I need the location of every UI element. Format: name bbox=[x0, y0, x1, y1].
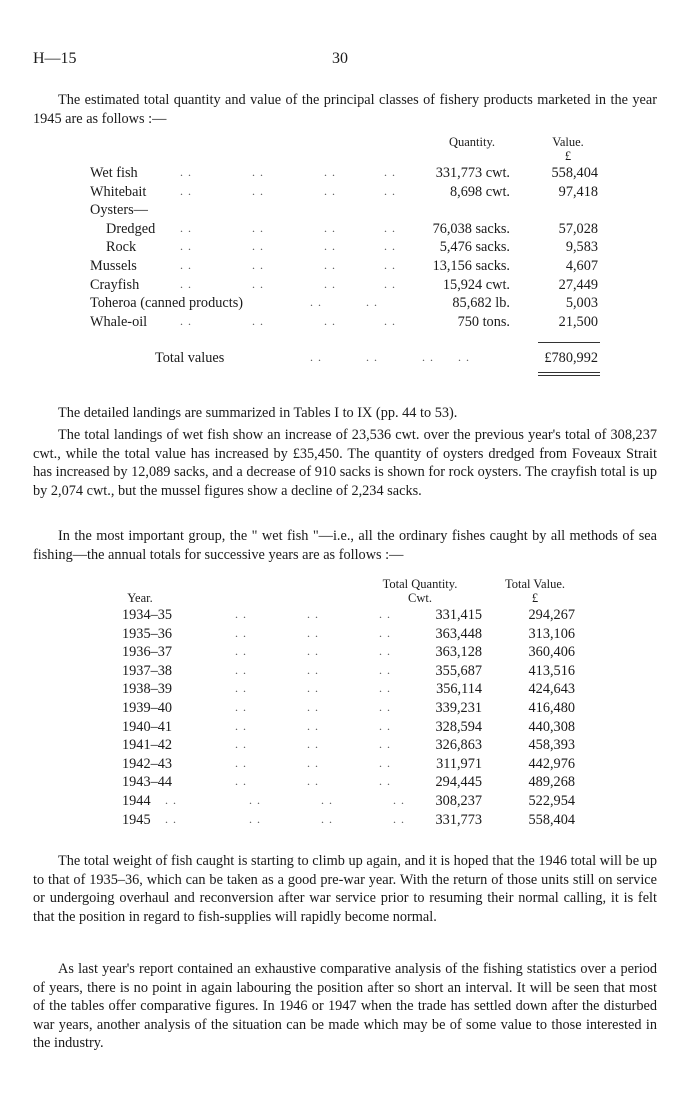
product-value: 4,607 bbox=[565, 258, 598, 274]
leader-dots: . . . . . . . . bbox=[180, 313, 396, 328]
product-label: Mussels bbox=[90, 258, 137, 274]
product-quantity: 331,773 cwt. bbox=[435, 165, 510, 181]
col-total-quantity-header: Total Quantity. bbox=[382, 577, 458, 591]
year-value: 360,406 bbox=[528, 644, 575, 661]
detailed-landings-paragraph bbox=[33, 404, 657, 423]
product-value: 21,500 bbox=[558, 313, 598, 330]
total-label: Total values bbox=[155, 350, 225, 366]
analysis-text: As last year's report contained an exhaustive comparative analysis of the fishing statistics over a period of years, there is no point in again labouring the position after so short an interval. It will be seen that most of the tables offer comparative figures. In 1946 or 1947 when the trade has settled down after the disturbed war years, another analysis of the situation can be made which may be of some value to those interested in the industry. bbox=[33, 961, 657, 1052]
year-row bbox=[110, 663, 610, 681]
leader-dots: . . . . . . . . bbox=[165, 811, 405, 826]
leader-dots: . . . . . . . . bbox=[180, 183, 396, 198]
leader-dots: . . . . . . bbox=[235, 737, 391, 752]
year-label: 1945 bbox=[122, 811, 151, 828]
year-value: 424,643 bbox=[528, 681, 575, 698]
year-row bbox=[110, 607, 610, 625]
leader-dots: . . . . . . bbox=[235, 755, 391, 770]
wet-fish-paragraph bbox=[33, 527, 657, 564]
total-value: £780,992 bbox=[544, 350, 598, 366]
year-label: 1937–38 bbox=[122, 662, 173, 679]
year-row bbox=[110, 756, 610, 774]
product-value: 57,028 bbox=[558, 220, 598, 237]
product-value: 558,404 bbox=[551, 165, 598, 181]
leader-dots: . . . . . . bbox=[235, 774, 391, 789]
leader-dots: . . . . . . . . bbox=[165, 793, 405, 807]
product-label: Dredged bbox=[106, 220, 156, 237]
year-value: 558,404 bbox=[528, 811, 575, 828]
year-quantity: 331,773 bbox=[435, 811, 482, 828]
year-label: 1942–43 bbox=[122, 755, 173, 772]
year-label: 1940–41 bbox=[122, 718, 173, 735]
product-row bbox=[90, 277, 610, 295]
year-quantity: 331,415 bbox=[435, 607, 482, 623]
product-value: 97,418 bbox=[558, 183, 598, 200]
year-row bbox=[110, 681, 610, 699]
weight-paragraph bbox=[33, 852, 657, 926]
col-total-value-header: Total Value. bbox=[505, 577, 565, 591]
year-row bbox=[110, 737, 610, 755]
product-label: Crayfish bbox=[90, 276, 140, 293]
year-value: 416,480 bbox=[528, 700, 575, 716]
product-quantity: 750 tons. bbox=[457, 313, 510, 330]
product-row bbox=[90, 314, 610, 332]
product-quantity: 76,038 sacks. bbox=[432, 220, 510, 237]
year-quantity: 363,448 bbox=[435, 625, 482, 642]
intro-paragraph bbox=[33, 91, 657, 128]
product-label: Whitebait bbox=[90, 183, 147, 200]
year-quantity: 311,971 bbox=[436, 755, 482, 772]
product-quantity: 85,682 lb. bbox=[452, 295, 510, 312]
total-landings-paragraph bbox=[33, 426, 657, 500]
leader-dots: . . . . bbox=[310, 295, 378, 310]
product-quantity: 8,698 cwt. bbox=[450, 183, 510, 200]
year-value: 440,308 bbox=[528, 718, 575, 735]
product-value: 9,583 bbox=[565, 239, 598, 256]
product-row bbox=[90, 258, 610, 276]
product-label: Toheroa (canned products) bbox=[90, 295, 244, 312]
year-value: 313,106 bbox=[528, 625, 575, 642]
leader-dots: . . . . . . . . bbox=[310, 350, 470, 364]
product-row bbox=[90, 184, 610, 202]
leader-dots: . . . . . . . . bbox=[180, 165, 396, 179]
leader-dots: . . . . . . . . bbox=[180, 258, 396, 272]
leader-dots: . . . . . . . . bbox=[180, 276, 396, 291]
detailed-landings-text: The detailed landings are summarized in Tables I to IX (pp. 44 to 53). bbox=[58, 405, 458, 421]
year-row bbox=[110, 812, 610, 830]
year-row bbox=[110, 793, 610, 811]
leader-dots: . . . . . . bbox=[235, 718, 391, 733]
year-label: 1939–40 bbox=[122, 700, 173, 716]
year-label: 1936–37 bbox=[122, 644, 173, 661]
year-value: 442,976 bbox=[528, 755, 575, 772]
year-row bbox=[110, 626, 610, 644]
product-row bbox=[90, 295, 610, 313]
col-value-header: Value. bbox=[552, 135, 584, 149]
year-label: 1938–39 bbox=[122, 681, 173, 698]
analysis-paragraph bbox=[33, 960, 657, 1053]
year-quantity: 328,594 bbox=[435, 718, 482, 735]
year-value: 458,393 bbox=[528, 737, 575, 754]
leader-dots: . . . . . . bbox=[235, 681, 391, 696]
product-quantity: 15,924 cwt. bbox=[442, 276, 510, 293]
product-row bbox=[90, 239, 610, 257]
leader-dots: . . . . . . . . bbox=[180, 220, 396, 235]
year-label: 1943–44 bbox=[122, 774, 173, 791]
product-label: Oysters— bbox=[90, 202, 148, 219]
year-row bbox=[110, 774, 610, 792]
report-id: H—15 bbox=[33, 50, 77, 67]
col-total-value-unit: £ bbox=[531, 591, 539, 605]
product-label: Rock bbox=[106, 239, 137, 256]
year-quantity: 363,128 bbox=[435, 644, 482, 661]
col-total-quantity-unit: Cwt. bbox=[408, 591, 432, 605]
year-label: 1934–35 bbox=[122, 607, 173, 623]
year-row bbox=[110, 700, 610, 718]
year-quantity: 355,687 bbox=[435, 662, 482, 679]
product-label: Wet fish bbox=[90, 165, 138, 181]
year-value: 522,954 bbox=[528, 793, 575, 809]
leader-dots: . . . . . . bbox=[235, 662, 391, 677]
weight-text: The total weight of fish caught is starting to climb up again, and it is hoped that the 1946 total will be up to that of 1935–36, which can be taken as a good pre-war year. With the return of those units still on service or undergoing overhaul and reconversion after war service prior to resuming their normal calling, it is felt that the position in regard to fish-supplies will rapidly become normal. bbox=[33, 853, 657, 925]
year-quantity: 326,863 bbox=[435, 737, 482, 754]
year-value: 294,267 bbox=[528, 607, 575, 623]
year-label: 1941–42 bbox=[122, 737, 173, 754]
product-row bbox=[90, 202, 610, 220]
year-label: 1944 bbox=[122, 793, 151, 809]
product-row bbox=[90, 165, 610, 183]
product-quantity: 13,156 sacks. bbox=[432, 258, 510, 274]
product-label: Whale-oil bbox=[90, 313, 148, 330]
leader-dots: . . . . . . bbox=[235, 644, 391, 659]
year-quantity: 356,114 bbox=[436, 681, 482, 698]
product-value: 27,449 bbox=[558, 276, 598, 293]
double-rule-bottom bbox=[538, 375, 600, 376]
product-row bbox=[90, 221, 610, 239]
col-value-unit: £ bbox=[564, 149, 572, 163]
product-quantity: 5,476 sacks. bbox=[439, 239, 510, 256]
total-row bbox=[90, 350, 610, 368]
product-value: 5,003 bbox=[565, 295, 598, 312]
double-rule-top bbox=[538, 372, 600, 373]
col-quantity-header: Quantity. bbox=[448, 135, 496, 149]
year-quantity: 339,231 bbox=[435, 700, 482, 716]
wet-fish-text: In the most important group, the " wet fish "—i.e., all the ordinary fishes caught by all methods of sea fishing—the annual totals for successive years are as follows :— bbox=[33, 528, 657, 563]
year-value: 489,268 bbox=[528, 774, 575, 791]
leader-dots: . . . . . . bbox=[235, 625, 391, 640]
col-year-header: Year. bbox=[127, 591, 153, 605]
year-quantity: 294,445 bbox=[435, 774, 482, 791]
total-rule bbox=[538, 342, 600, 343]
year-value: 413,516 bbox=[528, 662, 575, 679]
year-row bbox=[110, 644, 610, 662]
year-quantity: 308,237 bbox=[435, 793, 482, 809]
total-landings-text: The total landings of wet fish show an increase of 23,536 cwt. over the previous year's total of 308,237 cwt., while the total value has increased by £35,450. The quantity of oysters dredged from Foveaux Strait has increased by 12,089 sacks, and a decrease of 910 sacks is shown for rock oysters. The crayfish total is up by 2,074 cwt., but the mussel figures show a decline of 2,234 sacks. bbox=[33, 427, 657, 499]
leader-dots: . . . . . . . . bbox=[180, 239, 396, 254]
intro-text: The estimated total quantity and value of the principal classes of fishery products marketed in the year 1945 are as follows :— bbox=[33, 92, 657, 127]
page-number: 30 bbox=[332, 50, 348, 67]
leader-dots: . . . . . . bbox=[235, 607, 391, 621]
leader-dots: . . . . . . bbox=[235, 700, 391, 714]
year-row bbox=[110, 719, 610, 737]
year-label: 1935–36 bbox=[122, 625, 173, 642]
